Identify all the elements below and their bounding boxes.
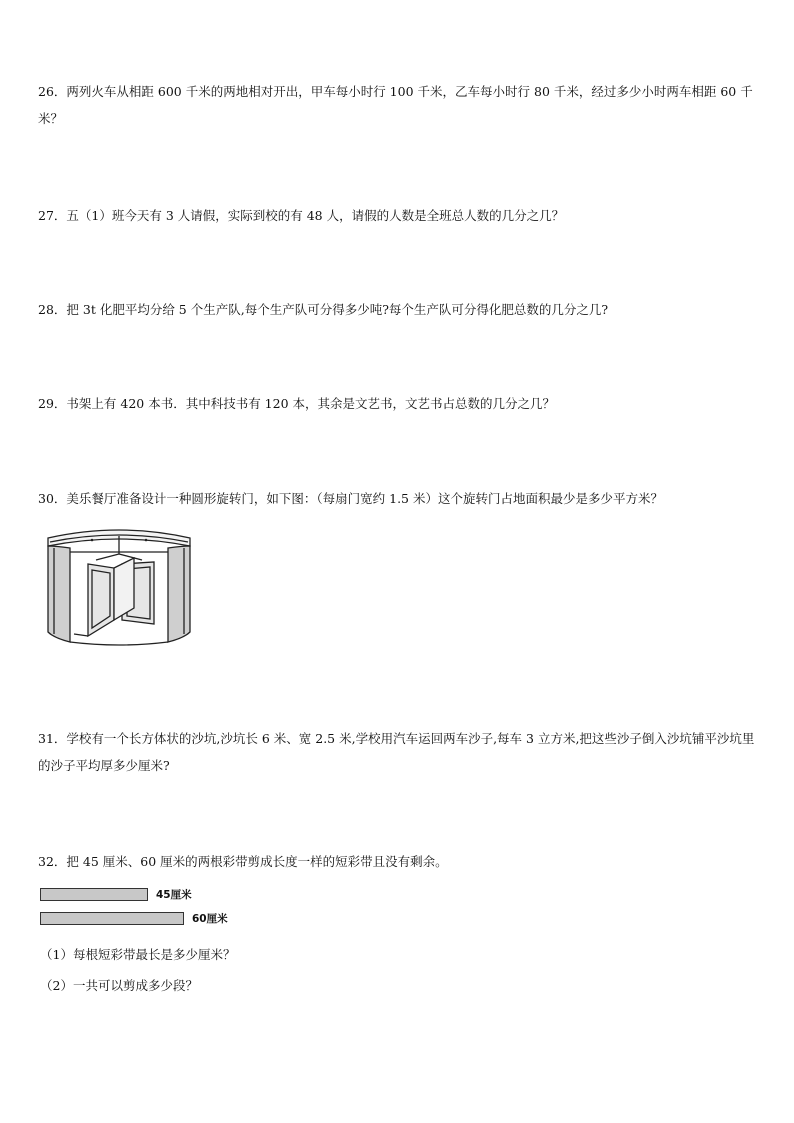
ribbon-60cm-label: 60厘米 (192, 913, 228, 925)
ribbon-45cm-label: 45厘米 (156, 889, 192, 901)
question-32: 32．把 45 厘米、60 厘米的两根彩带剪成长度一样的短彩带且没有剩余。 (38, 854, 448, 869)
question-27: 27．五（1）班今天有 3 人请假，实际到校的有 48 人，请假的人数是全班总人数的几分之几？ (38, 208, 565, 223)
revolving-door-illustration (44, 524, 194, 646)
question-26: 26．两列火车从相距 600 千米的两地相对开出，甲车每小时行 100 千米，乙车每小时行 80 千米，经过多少小时两车相距 60 千米？ (38, 84, 753, 126)
question-28: 28．把 3t 化肥平均分给 5 个生产队,每个生产队可分得多少吨?每个生产队可分得化肥总数的几分之几? (38, 302, 609, 317)
ribbon-60cm-bar (40, 912, 184, 925)
question-30: 30．美乐餐厅准备设计一种圆形旋转门，如下图：（每扇门宽约 1.5 米）这个旋转门占地面积最少是多少平方米？ (38, 491, 663, 506)
question-29: 29．书架上有 420 本书．其中科技书有 120 本，其余是文艺书，文艺书占总数的几分之几？ (38, 396, 556, 411)
subquestion-2: （2）一共可以剪成多少段？ (40, 978, 198, 993)
question-31: 31．学校有一个长方体状的沙坑,沙坑长 6 米、宽 2.5 米,学校用汽车运回两车沙子,每车 3 立方米,把这些沙子倒入沙坑铺平沙坑里的沙子平均厚多少厘米? (38, 731, 755, 773)
ribbon-45cm-bar (40, 888, 148, 901)
subquestion-1: （1）每根短彩带最长是多少厘米？ (40, 947, 236, 962)
